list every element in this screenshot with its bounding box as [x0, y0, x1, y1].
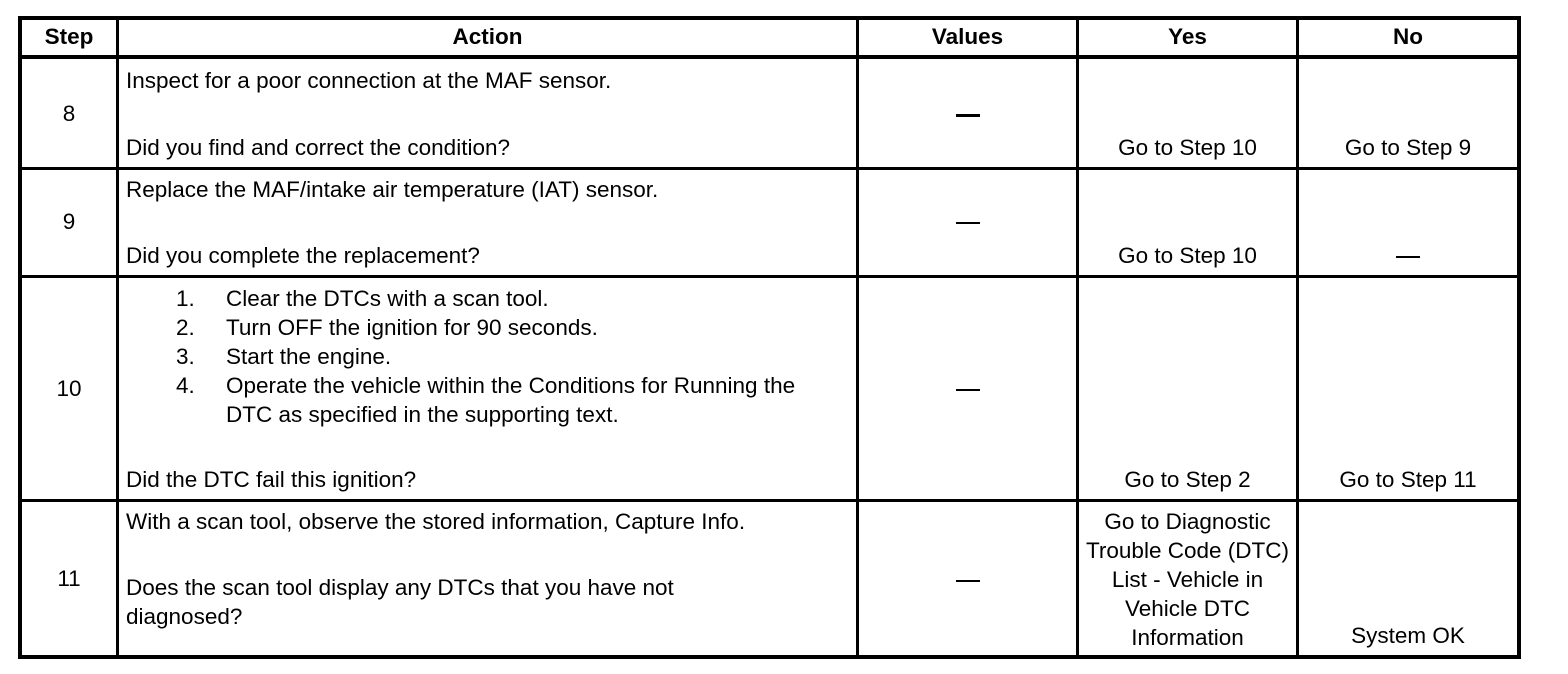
column-divider [1296, 16, 1299, 659]
column-divider [116, 16, 119, 659]
action-text: Inspect for a poor connection at the MAF sensor. [126, 68, 612, 93]
values-dash [956, 114, 980, 117]
substep-item: 3. Start the engine. [176, 344, 392, 369]
step-number: 11 [57, 566, 81, 591]
substep-item: 2. Turn OFF the ignition for 90 seconds. [176, 315, 598, 340]
header-action: Action [452, 24, 523, 49]
header-no: No [1393, 24, 1423, 49]
header-values: Values [931, 24, 1004, 49]
column-divider [856, 16, 859, 659]
substep-list [126, 284, 846, 429]
yes-outcome: Go to Step 2 [1124, 467, 1251, 492]
no-outcome: Go to Step 9 [1344, 135, 1472, 160]
action-question: Did you find and correct the condition? [126, 135, 510, 160]
no-outcome: Go to Step 11 [1339, 467, 1477, 492]
values-dash [956, 389, 980, 391]
no-outcome-dash [1396, 256, 1420, 258]
diagnostic-table [18, 16, 1521, 659]
table-border-right [1517, 16, 1521, 659]
yes-outcome: Go to Diagnostic Trouble Code (DTC) List - Vehicle in Vehicle DTC Information [1086, 509, 1289, 650]
action-question: Did the DTC fail this ignition? [126, 467, 417, 492]
step-number: 9 [62, 209, 76, 234]
step-number: 8 [62, 101, 76, 126]
header-step: Step [44, 24, 94, 49]
header-yes: Yes [1168, 24, 1207, 49]
step-number: 10 [56, 376, 82, 401]
no-outcome: System OK [1351, 623, 1465, 648]
action-question: Did you complete the replacement? [126, 243, 480, 268]
yes-outcome: Go to Step 10 [1118, 243, 1257, 268]
substep-item: 4. Operate the vehicle within the Conditions for Running the DTC as specified in the supporting text. [176, 373, 796, 427]
values-dash [956, 580, 980, 582]
action-text: With a scan tool, observe the stored information, Capture Info. [126, 509, 746, 534]
values-dash [956, 222, 980, 224]
action-question: Does the scan tool display any DTCs that you have not diagnosed? [126, 575, 674, 629]
yes-outcome: Go to Step 10 [1118, 135, 1257, 160]
substep-item: 1. Clear the DTCs with a scan tool. [176, 286, 549, 311]
action-text: Replace the MAF/intake air temperature (IAT) sensor. [126, 177, 659, 202]
